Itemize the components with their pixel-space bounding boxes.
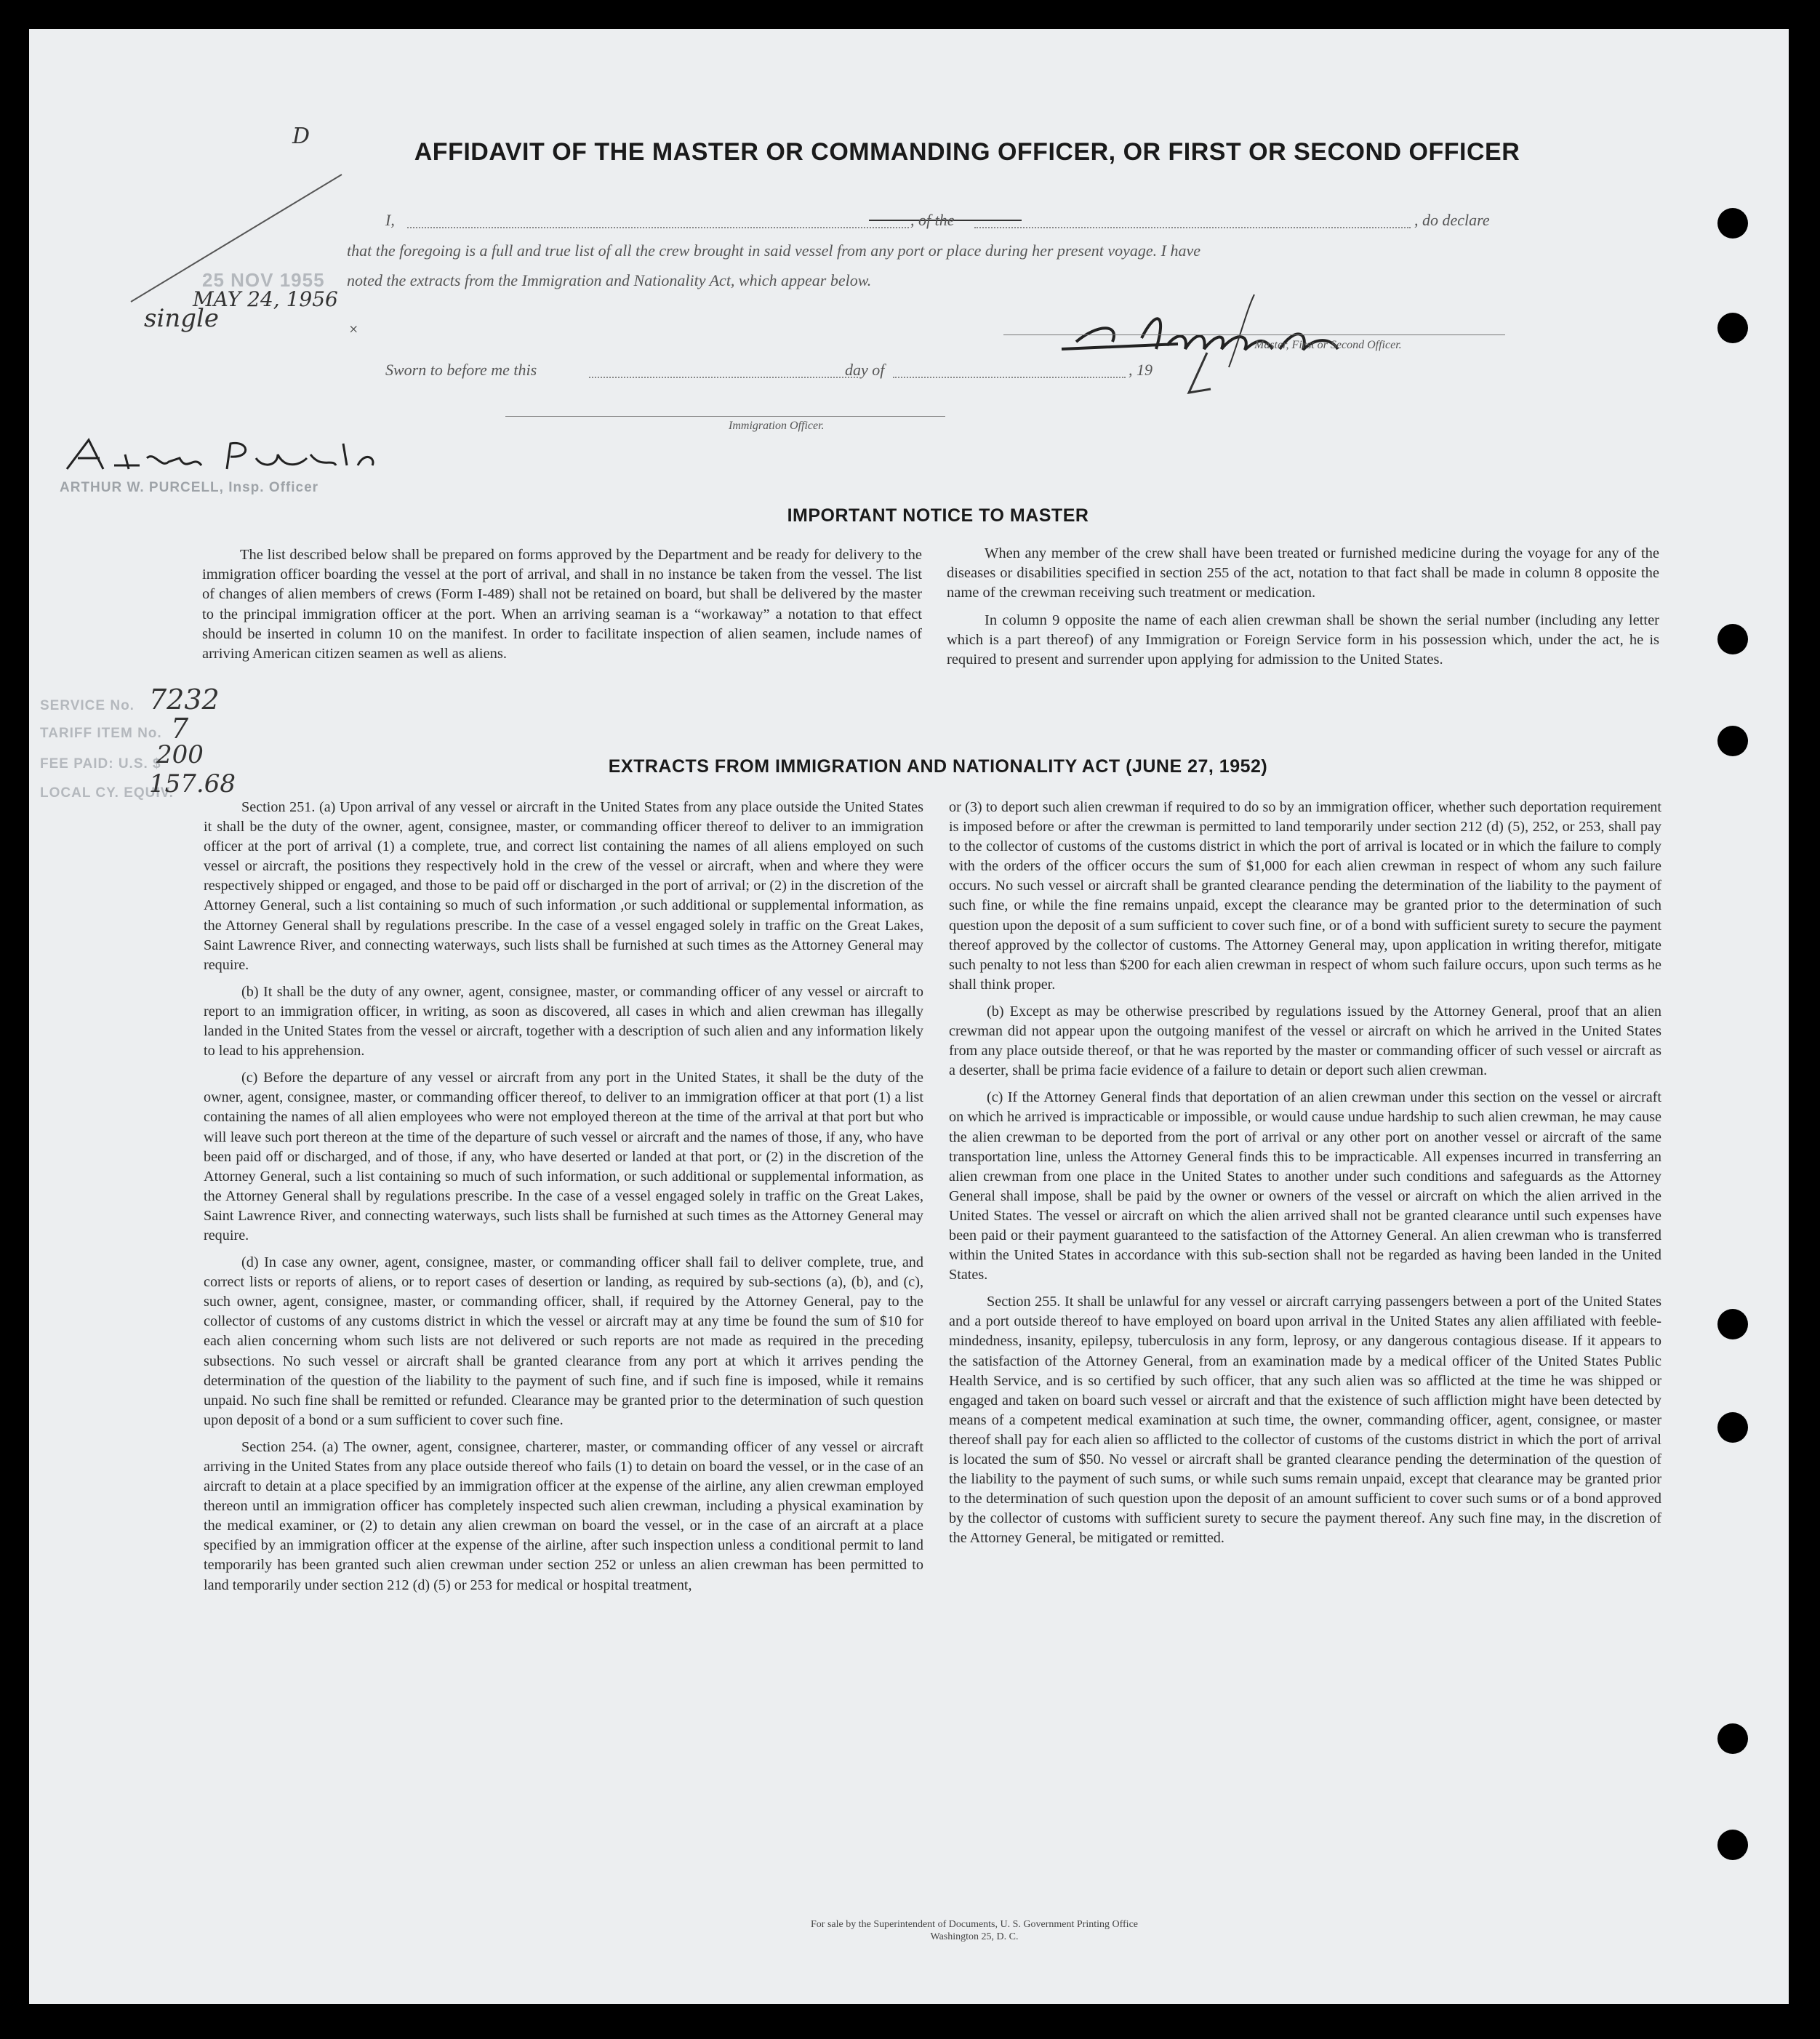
punch-hole (1717, 1412, 1748, 1443)
punch-hole (1717, 208, 1748, 239)
service-no-value: 7232 (149, 684, 220, 716)
affidavit-line-3: noted the extracts from the Immigration and Nationality Act, which appear below. (347, 271, 872, 289)
section-251-a: Section 251. (a) Upon arrival of any vessel or aircraft in the United States from any place outside the United States it shall be the duty of the owner, agent, consignee, master, or commanding officer thereof to deliver to an immigration officer at the port of arrival (1) a complete, true, and correct list containing the names of all aliens employed on such vessel or aircraft, the positions they respectively hold in the crew of the vessel or aircraft, when and where they were respectively shipped or engaged, and those to be paid off or discharged in the port of arrival; or (2) in the discretion of the Attorney General, such a list containing so much of such information ,or such additional or supplemental information, as the Attorney General shall by regulations prescribe. In the case of a vessel engaged solely in traffic on the Great Lakes, Saint Lawrence River, and connecting waterways, such lists shall be furnished at such times as the Attorney General may require. (204, 799, 923, 973)
year-label: , 19 (1129, 361, 1152, 379)
document-page: D AFFIDAVIT OF THE MASTER OR COMMANDING OFFICER, OR FIRST OR SECOND OFFICER I, , of the , do declare that the foregoing is a full and true list of all the crew brought in said vessel from any port or place during her present voyage. I have noted the extracts from the Immigration and Nationality Act, which appear below. Master, First or Second Officer. Sworn to before me this day of , 19 Immigration Officer. 25 NOV 1955 MAY 24, 1956 single × ARTHUR W. PURCELL, Insp. Officer SERVICE No. 7232 TARIFF ITEM No. 7 FEE PAID: U.S. $ 200 LOCAL CY. EQUIV. 157.68 IMPORTANT NOTICE TO MASTER The list described below shall be prepared on forms approved by the Department and be ready for delivery to the immigration officer boarding the vessel at the port of arrival, and shall in no instance be taken from the vessel. The list of changes of alien members of crews (Form I-489) shall not be retained on board, but shall be delivered by the master to the principal immigration officer at the port. When an arriving seaman is a “workaway” a notation to that effect should be inserted in column 10 on the manifest. In order to facilitate inspection of alien seamen, include names of arriving American citizen seamen as well as aliens. When any member of the crew shall have been treated or furnished medicine during the voyage for any of the diseases or disabilities specified in section 255 of the act, notation to that fact shall be made in column 8 opposite the name of the crewman receiving such treatment or medication. In column 9 opposite the name of each alien crewman shall be shown the serial number (including any letter which is a part thereof) of any Immigration or Foreign Service form in his possession which, under the act, he is required to present and surrender upon applying for admission to the United States. EXTRACTS FROM IMMIGRATION AND NATIONALITY ACT (JUNE 27, 1952) Section 251. (a) Upon arrival of any vessel or aircraft in the United States from any place outside the United States it shall be the duty of the owner, agent, consignee, master, or commanding officer thereof to deliver to an immigration officer at the port of arrival (1) a complete, true, and correct list containing the names of all aliens employed on such vessel or aircraft, the positions they respectively hold in the crew of the vessel or aircraft, when and where they were respectively shipped or engaged, and those to be paid off or discharged in the port of arrival; or (2) in the discretion of the Attorney General, such a list containing so much of such information ,or such additional or supplemental information, as the Attorney General shall by regulations prescribe. In the case of a vessel engaged solely in traffic on the Great Lakes, Saint Lawrence River, and connecting waterways, such lists shall be furnished at such times as the Attorney General may require. (b) It shall be the duty of any owner, agent, consignee, master, or commanding officer of any vessel or aircraft to report to an immigration officer, in writing, as soon as discovered, all cases in which and alien crewman has illegally landed in the United States from the vessel or aircraft, together with a description of such alien and any information likely to lead to his apprehension. (c) Before the departure of any vessel or aircraft from any port in the United States, it shall be the duty of the owner, agent, consignee, master, or commanding officer thereof, to deliver to an immigration officer at that port (1) a list containing the names of all alien employees who were not employed thereon at the time of the arrival at that port but who will leave such port thereon at the time of the departure of such vessel or aircraft and the names of those, if any, who have been paid off or discharged, and of those, if any, who have deserted or landed at that port, or (2) in the discretion of the Attorney General, such a list containing so much of such information, or such additional or supplemental information, as the Attorney General shall by regulations prescribe. In the case of a vessel engaged solely in traffic on the Great Lakes, Saint Lawrence River, and connecting waterways, such lists shall be furnished at such times as the Attorney General may require. (d) In case any owner, agent, consignee, master, or commanding officer shall fail to deliver complete, true, and correct lists or reports of aliens, or to report cases of desertion or landing, as required by sub-sections (a), (b), and (c), such owner, agent, consignee, master, or commanding officer, shall, if required by the Attorney General, pay to the collector of customs of any customs district in which the vessel or aircraft may at any time be found the sum of $10 for each alien concerning whom such lists are not delivered or such reports are not made as required in the preceding subsections. No such vessel or aircraft shall be granted clearance from any port at which it arrives pending the determination of the question of the liability to the payment of such fine, and if such fine is imposed, while it remains unpaid. No such fine shall be remitted or refunded. Clearance may be granted prior to the determination of such question upon deposit of a bond or a sum sufficient to cover such fine. Section 254. (a) The owner, agent, consignee, charterer, master, or commanding officer of any vessel or aircraft arriving in the United States from any place outside thereof who fails (1) to detain on board the vessel, or in the case of an aircraft to detain at a place specified by an immigration officer at the expense of the airline, any alien crewman employed thereon until an immigration officer has completely inspected such alien crewman, including a physical examination by the medical examiner, or (2) to detain any alien crewman on board the vessel, or in the case of an aircraft at a place specified by an immigration officer at the expense of the airline, after such inspection unless a conditional permit to land temporarily has been granted such alien crewman under section 252 or unless an alien crewman has been permitted to land temporarily under section 212 (d) (5) or 253 for medical or hospital treatment, or (3) to deport such alien crewman if required to do so by an immigration officer, whether such deportation requirement is imposed before or after the crewman is permitted to land temporarily under section 212 (d) (5), 252, or 253, shall pay to the collector of customs of the customs district in which the port of arrival is located or in which the failure to comply with the orders of the officer occurs the sum of $1,000 for each alien crewman in respect of whom any such failure occurs. No such vessel or aircraft shall be granted clearance pending the determination of the liability to the payment of such fine, or while the fine remains unpaid, except the clearance may be granted prior to the determination of such question upon the deposit of a sum sufficient to cover such fine, or of a bond with sufficient surety to secure the payment thereof approved by the collector of customs. The Attorney General may, upon application in writing therefor, mitigate such penalty to not less than $200 for each alien crewman in respect of whom such failure occurs, upon such terms as he shall think proper. (b) Except as may be otherwise prescribed by regulations issued by the Attorney General, proof that an alien crewman did not appear upon the outgoing manifest of the vessel or aircraft on which he arrived in the United States from any place outside thereof, or that he was reported by the master or commanding officer of such vessel or aircraft as a deserter, shall be prima facie evidence of a failure to detain or deport such alien crewman. (c) If the Attorney General finds that deportation of an alien crewman under this section on the vessel or aircraft on which he arrived is impracticable or impossible, or would cause undue hardship to such alien crewman, he may cause the alien crewman to be deported from the port of arrival or any other port on another vessel or aircraft of the same transportation line, unless the Attorney General finds this to be impracticable. All expenses incurred in transferring an alien crewman from one place in the United States to another under such conditions and safeguards as the Attorney General shall impose, shall be paid by the owner or owners of the vessel or aircraft on which the alien arrived in the United States. The vessel or aircraft on which the alien arrived shall not be granted clearance until such expenses have been paid or their payment guaranteed to the satisfaction of the Attorney General. An alien crewman who is transferred within the United States in accordance with this sub-section shall not be regarded as having been landed in the United States. Section 255. It shall be unlawful for any vessel or aircraft carrying passengers between a port of the United States and a port outside thereof to have employed on board upon arrival in the United States any alien affiliated with feeble-mindedness, insanity, epilepsy, tuberculosis in any form, leprosy, or any dangerous contagious disease. If it appears to the satisfaction of the Attorney General, from an examination made by a medical officer of the United States Public Health Service, and is so certified by such officer, that any such alien was so afflicted at the time he was shipped or engaged and taken on board such vessel or aircraft and that the existence of such affliction might have been detected by means of a competent medical examination at such time, the owner, commanding officer, agent, consignee, or master thereof shall pay for each alien so afflicted to the collector of customs of the customs district in which the port of arrival is located the sum of $50. No vessel or aircraft shall be granted clearance pending the determination of the question of the liability to the payment of such sums, or while such sums remain unpaid, except that clearance may be granted prior to the determination of such question upon the deposit of an amount sufficient to cover such sums or of a bond approved by the collector of customs with sufficient surety to secure the payment thereof. Any such fine may, in the discretion of the Attorney General, be mitigated or remitted. For sale by the Superintendent of Documents, U. S. Government Printing Office Washington 25, D. C. (29, 29, 1789, 2004)
punch-hole (1717, 624, 1748, 654)
date-stamp: 25 NOV 1955 (202, 269, 325, 291)
i-label: I, (385, 211, 395, 229)
section-254-a-continued: or (3) to deport such alien crewman if required to do so by an immigration officer, whether such deportation requirement is imposed before or after the crewman is permitted to land temporarily under section 212 (d) (5), 252, or 253, shall pay to the collector of customs of the customs district in which the port of arrival is located or in which the failure to comply with the orders of the officer occurs the sum of $1,000 for each alien crewman in respect of whom any such failure occurs. No such vessel or aircraft shall be granted clearance pending the determination of the liability to the payment of such fine, or while the fine remains unpaid, except the clearance may be granted prior to the determination of such question upon the deposit of a sum sufficient to cover such fine, or of a bond with sufficient surety to secure the payment thereof approved by the collector of customs. The Attorney General may, upon application in writing therefor, mitigate such penalty to not less than $200 for each alien crewman in respect of whom such failure occurs, upon such terms as he shall think proper. (949, 799, 1661, 993)
section-251-c: (c) Before the departure of any vessel or aircraft from any port in the United States, it shall be the duty of the owner, agent, consignee, master, or commanding officer thereof, to deliver to an immigration officer at that port (1) a list containing the names of all alien employees who were not employed thereon at the time of the arrival at that port but who will leave such port thereon at the time of the departure of such vessel or aircraft and the names of those, if any, who have been paid off or discharged, and of those, if any, who have deserted or landed at that port, or (2) in the discretion of the Attorney General, such a list containing so much of such information, or such additional or supplemental information, as the Attorney General shall by regulations prescribe. In the case of a vessel engaged solely in traffic on the Great Lakes, Saint Lawrence River, and connecting waterways, such lists shall be furnished at such times as the Attorney General may require. (204, 1070, 923, 1243)
day-of-label: day of (845, 361, 885, 379)
month-blank[interactable] (893, 377, 1126, 378)
section-251-d: (d) In case any owner, agent, consignee, master, or commanding officer shall fail to deliver complete, true, and correct lists or reports of aliens, or to report cases of desertion or landing, as required by sub-sections (a), (b), and (c), such owner, agent, consignee, master, or commanding officer, shall, if required by the Attorney General, pay to the collector of customs of any customs district in which the vessel or aircraft may at any time be found the sum of $10 for each alien concerning whom such lists are not delivered or such reports are not made as required in the preceding subsections. No such vessel or aircraft shall be granted clearance from any port at which it arrives pending the determination of the question of the liability to the payment of such fine, and if such fine is imposed, while it remains unpaid. No such fine shall be remitted or refunded. Clearance may be granted prior to the determination of such question upon deposit of a bond or a sum sufficient to cover such fine. (204, 1254, 923, 1428)
punch-hole (1717, 1723, 1748, 1754)
tariff-item-label: TARIFF ITEM No. (40, 726, 162, 741)
extracts-right-column (949, 767, 1661, 1555)
footer-line-1: For sale by the Superintendent of Documents, U. S. Government Printing Office (811, 1919, 1138, 1930)
punch-hole (1717, 726, 1748, 756)
punch-hole (1717, 1830, 1748, 1860)
local-cy-label: LOCAL CY. EQUIV. (40, 785, 174, 801)
officer-line (505, 416, 945, 417)
handwritten-date: MAY 24, 1956 (193, 287, 338, 311)
do-declare-label: , do declare (1414, 211, 1490, 229)
officer-stamp: ARTHUR W. PURCELL, Insp. Officer (60, 480, 319, 495)
affidavit-line-2: that the foregoing is a full and true list of all the crew brought in said vessel from any port or place during her present voyage. I have (347, 241, 1201, 260)
section-251-b: (b) It shall be the duty of any owner, agent, consignee, master, or commanding officer of any vessel or aircraft to report to an immigration officer, in writing, as soon as discovered, all cases in which and alien crewman has illegally landed in the United States from the vessel or aircraft, together with a description of such alien and any information likely to lead to his apprehension. (204, 983, 923, 1059)
punch-hole (1717, 313, 1748, 343)
fee-paid-label: FEE PAID: U.S. $ (40, 756, 161, 772)
master-signature (1033, 280, 1411, 393)
notice-left-column (202, 545, 922, 671)
notice-heading: IMPORTANT NOTICE TO MASTER (787, 505, 1089, 526)
punch-hole (1717, 1309, 1748, 1339)
footer-line-2: Washington 25, D. C. (930, 1931, 1019, 1942)
printing-office-footer (611, 1918, 1338, 1943)
extracts-left-column (204, 767, 923, 1603)
fee-paid-value: 200 (156, 740, 204, 769)
extracts-heading: EXTRACTS FROM IMMIGRATION AND NATIONALITY ACT (JUNE 27, 1952) (608, 756, 1268, 777)
of-the-label: , of the (910, 211, 955, 229)
signature-caption: Master, First or Second Officer. (1254, 339, 1402, 351)
vessel-blank[interactable] (974, 227, 1411, 228)
notice-right-paragraph-1: When any member of the crew shall have been treated or furnished medicine during the voyage for any of the diseases or disabilities specified in section 255 of the act, notation to that fact shall be made in column 8 opposite the name of the crewman receiving such treatment or medication. (947, 545, 1659, 601)
sworn-label: Sworn to before me this (385, 361, 537, 379)
section-254-b: (b) Except as may be otherwise prescribed by regulations issued by the Attorney General, proof that an alien crewman did not appear upon the outgoing manifest of the vessel or aircraft on which he arrived in the United States from any place outside thereof, or that he was reported by the master or commanding officer of such vessel or aircraft as a deserter, shall be prima facie evidence of a failure to detain or deport such alien crewman. (949, 1003, 1661, 1079)
corner-mark: D (292, 124, 310, 149)
officer-caption: Immigration Officer. (729, 420, 825, 432)
local-cy-value: 157.68 (149, 769, 236, 798)
section-254-a: Section 254. (a) The owner, agent, consignee, charterer, master, or commanding officer of any vessel or aircraft arriving in the United States from any place outside thereof who fails (1) to detain on board the vessel, or in the case of an aircraft to detain at a place specified by an immigration officer at the expense of the airline, any alien crewman employed thereon until an immigration officer has completely inspected such alien crewman, including a physical examination by the medical examiner, or (2) to detain any alien crewman on board the vessel, or in the case of an aircraft at a place specified by an immigration officer at the expense of the airline, after such inspection unless a conditional permit to land temporarily has been granted such alien crewman under section 252 or unless an alien crewman has been permitted to land temporarily under section 212 (d) (5) or 253 for medical or hospital treatment, (204, 1438, 923, 1593)
service-no-label: SERVICE No. (40, 698, 135, 713)
notice-right-column (947, 544, 1659, 677)
name-blank[interactable] (407, 227, 909, 228)
notice-right-paragraph-2: In column 9 opposite the name of each alien crewman shall be shown the serial number (including any letter which is a part thereof) of any Immigration or Foreign Service form in his possession which, under the act, he is required to present and surrender upon applying for admission to the United States. (947, 612, 1659, 668)
handwritten-single: single (144, 304, 219, 333)
affidavit-title: AFFIDAVIT OF THE MASTER OR COMMANDING OFFICER, OR FIRST OR SECOND OFFICER (414, 138, 1520, 166)
section-254-c: (c) If the Attorney General finds that deportation of an alien crewman under this section on the vessel or aircraft on which he arrived is impracticable or impossible, or would cause undue hardship to such alien crewman, he may cause the alien crewman to be deported from the port of arrival or any other port on another vessel or aircraft of the same transportation line, unless the Attorney General finds this to be impracticable. All expenses incurred in transferring an alien crewman from one place in the United States to another under such conditions and safeguards as the Attorney General shall impose, shall be paid by the owner or owners of the vessel or aircraft on which the alien arrived in the United States. The vessel or aircraft on which the alien arrived shall not be granted clearance until such expenses have been paid or their payment guaranteed to the satisfaction of the Attorney General. An alien crewman who is transferred within the United States in accordance with this sub-section shall not be regarded as having been landed in the United States. (949, 1089, 1661, 1283)
notice-left-paragraph: The list described below shall be prepared on forms approved by the Department and be ready for delivery to the immigration officer boarding the vessel at the port of arrival, and shall in no instance be taken from the vessel. The list of changes of alien members of crews (Form I-489) shall not be retained on board, but shall be delivered by the master to the principal immigration officer at the port. When an arriving seaman is a “workaway” a notation to that effect should be inserted in column 10 on the manifest. In order to facilitate inspection of alien seamen, include names of arriving American citizen seamen as well as aliens. (202, 547, 922, 662)
day-blank[interactable] (589, 377, 858, 378)
section-255: Section 255. It shall be unlawful for any vessel or aircraft carrying passengers between a port of the United States and a port outside thereof to have employed on board upon arrival in the United States any alien affiliated with feeble-mindedness, insanity, epilepsy, tuberculosis in any form, leprosy, or any dangerous contagious disease. If it appears to the satisfaction of the Attorney General, from an examination made by a medical officer of the United States Public Health Service, and is so certified by such officer, that any such alien was so afflicted at the time he was shipped or engaged and taken on board such vessel or aircraft and that the existence of such affliction might have been detected by means of a competent medical examination at such time, the owner, commanding officer, agent, consignee, or master thereof shall pay for each alien so afflicted to the collector of customs of the customs district in which the port of arrival is located the sum of $50. No vessel or aircraft shall be granted clearance pending the determination of the question of the liability to the payment of such sums, or while such sums remain unpaid, except that clearance may be granted prior to the determination of such question upon the deposit of an amount sufficient to cover such sums or of a bond approved by the collector of customs with sufficient surety to secure the payment thereof. Any such fine may, in the discretion of the Attorney General, be mitigated or remitted. (949, 1294, 1661, 1547)
tariff-item-value: 7 (171, 713, 189, 745)
year-mark (1178, 349, 1222, 407)
